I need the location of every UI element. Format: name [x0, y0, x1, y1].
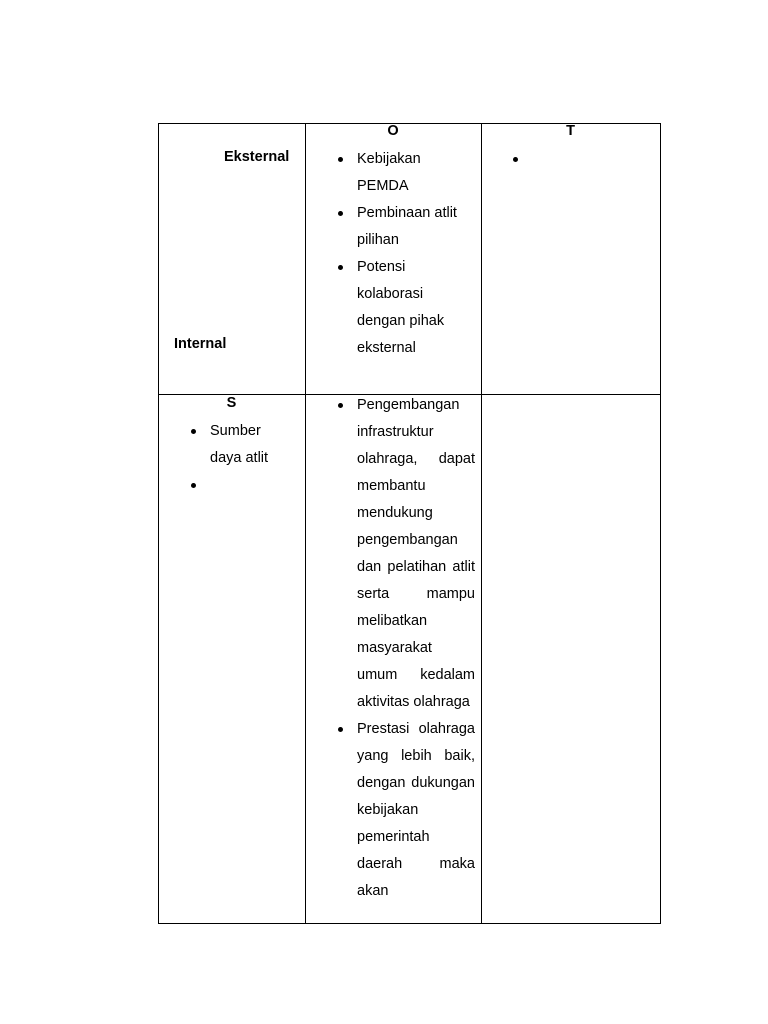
column-divider-1	[305, 123, 306, 924]
list-item: Pengembangan infrastruktur olahraga, dapat membantu mendukung pengembangan dan pelatihan atlit serta mampu melibatkan masyarakat umum kedalam aktivitas olahraga	[357, 392, 475, 716]
strengths-list	[210, 418, 290, 499]
bullet-icon	[338, 727, 343, 732]
corner-label-internal: Internal	[174, 336, 227, 352]
table-border-right	[660, 123, 661, 924]
list-item: Prestasi olahraga yang lebih baik, dengan dukungan kebijakan pemerintah daerah maka akan	[357, 716, 475, 905]
list-item	[532, 146, 642, 173]
bullet-icon	[338, 265, 343, 270]
row-header-s: S	[226, 395, 237, 411]
list-item: Kebijakan PEMDA	[357, 146, 467, 200]
threats-list	[532, 146, 642, 173]
list-item: Pembinaan atlit pilihan	[357, 200, 467, 254]
bullet-icon	[191, 429, 196, 434]
list-item: Sumber daya atlit	[210, 418, 290, 472]
column-header-o: O	[387, 123, 399, 139]
list-item	[210, 472, 290, 499]
column-divider-2	[481, 123, 482, 924]
bullet-icon	[513, 157, 518, 162]
column-header-t: T	[566, 123, 575, 139]
opportunities-list	[357, 146, 467, 362]
bullet-icon	[338, 211, 343, 216]
so-strategies-list	[357, 392, 475, 905]
table-border-bottom	[158, 923, 661, 924]
list-item: Potensi kolaborasi dengan pihak eksternal	[357, 254, 467, 362]
bullet-icon	[338, 157, 343, 162]
bullet-icon	[338, 403, 343, 408]
bullet-icon	[191, 483, 196, 488]
table-border-left	[158, 123, 159, 924]
corner-label-eksternal: Eksternal	[224, 149, 290, 165]
